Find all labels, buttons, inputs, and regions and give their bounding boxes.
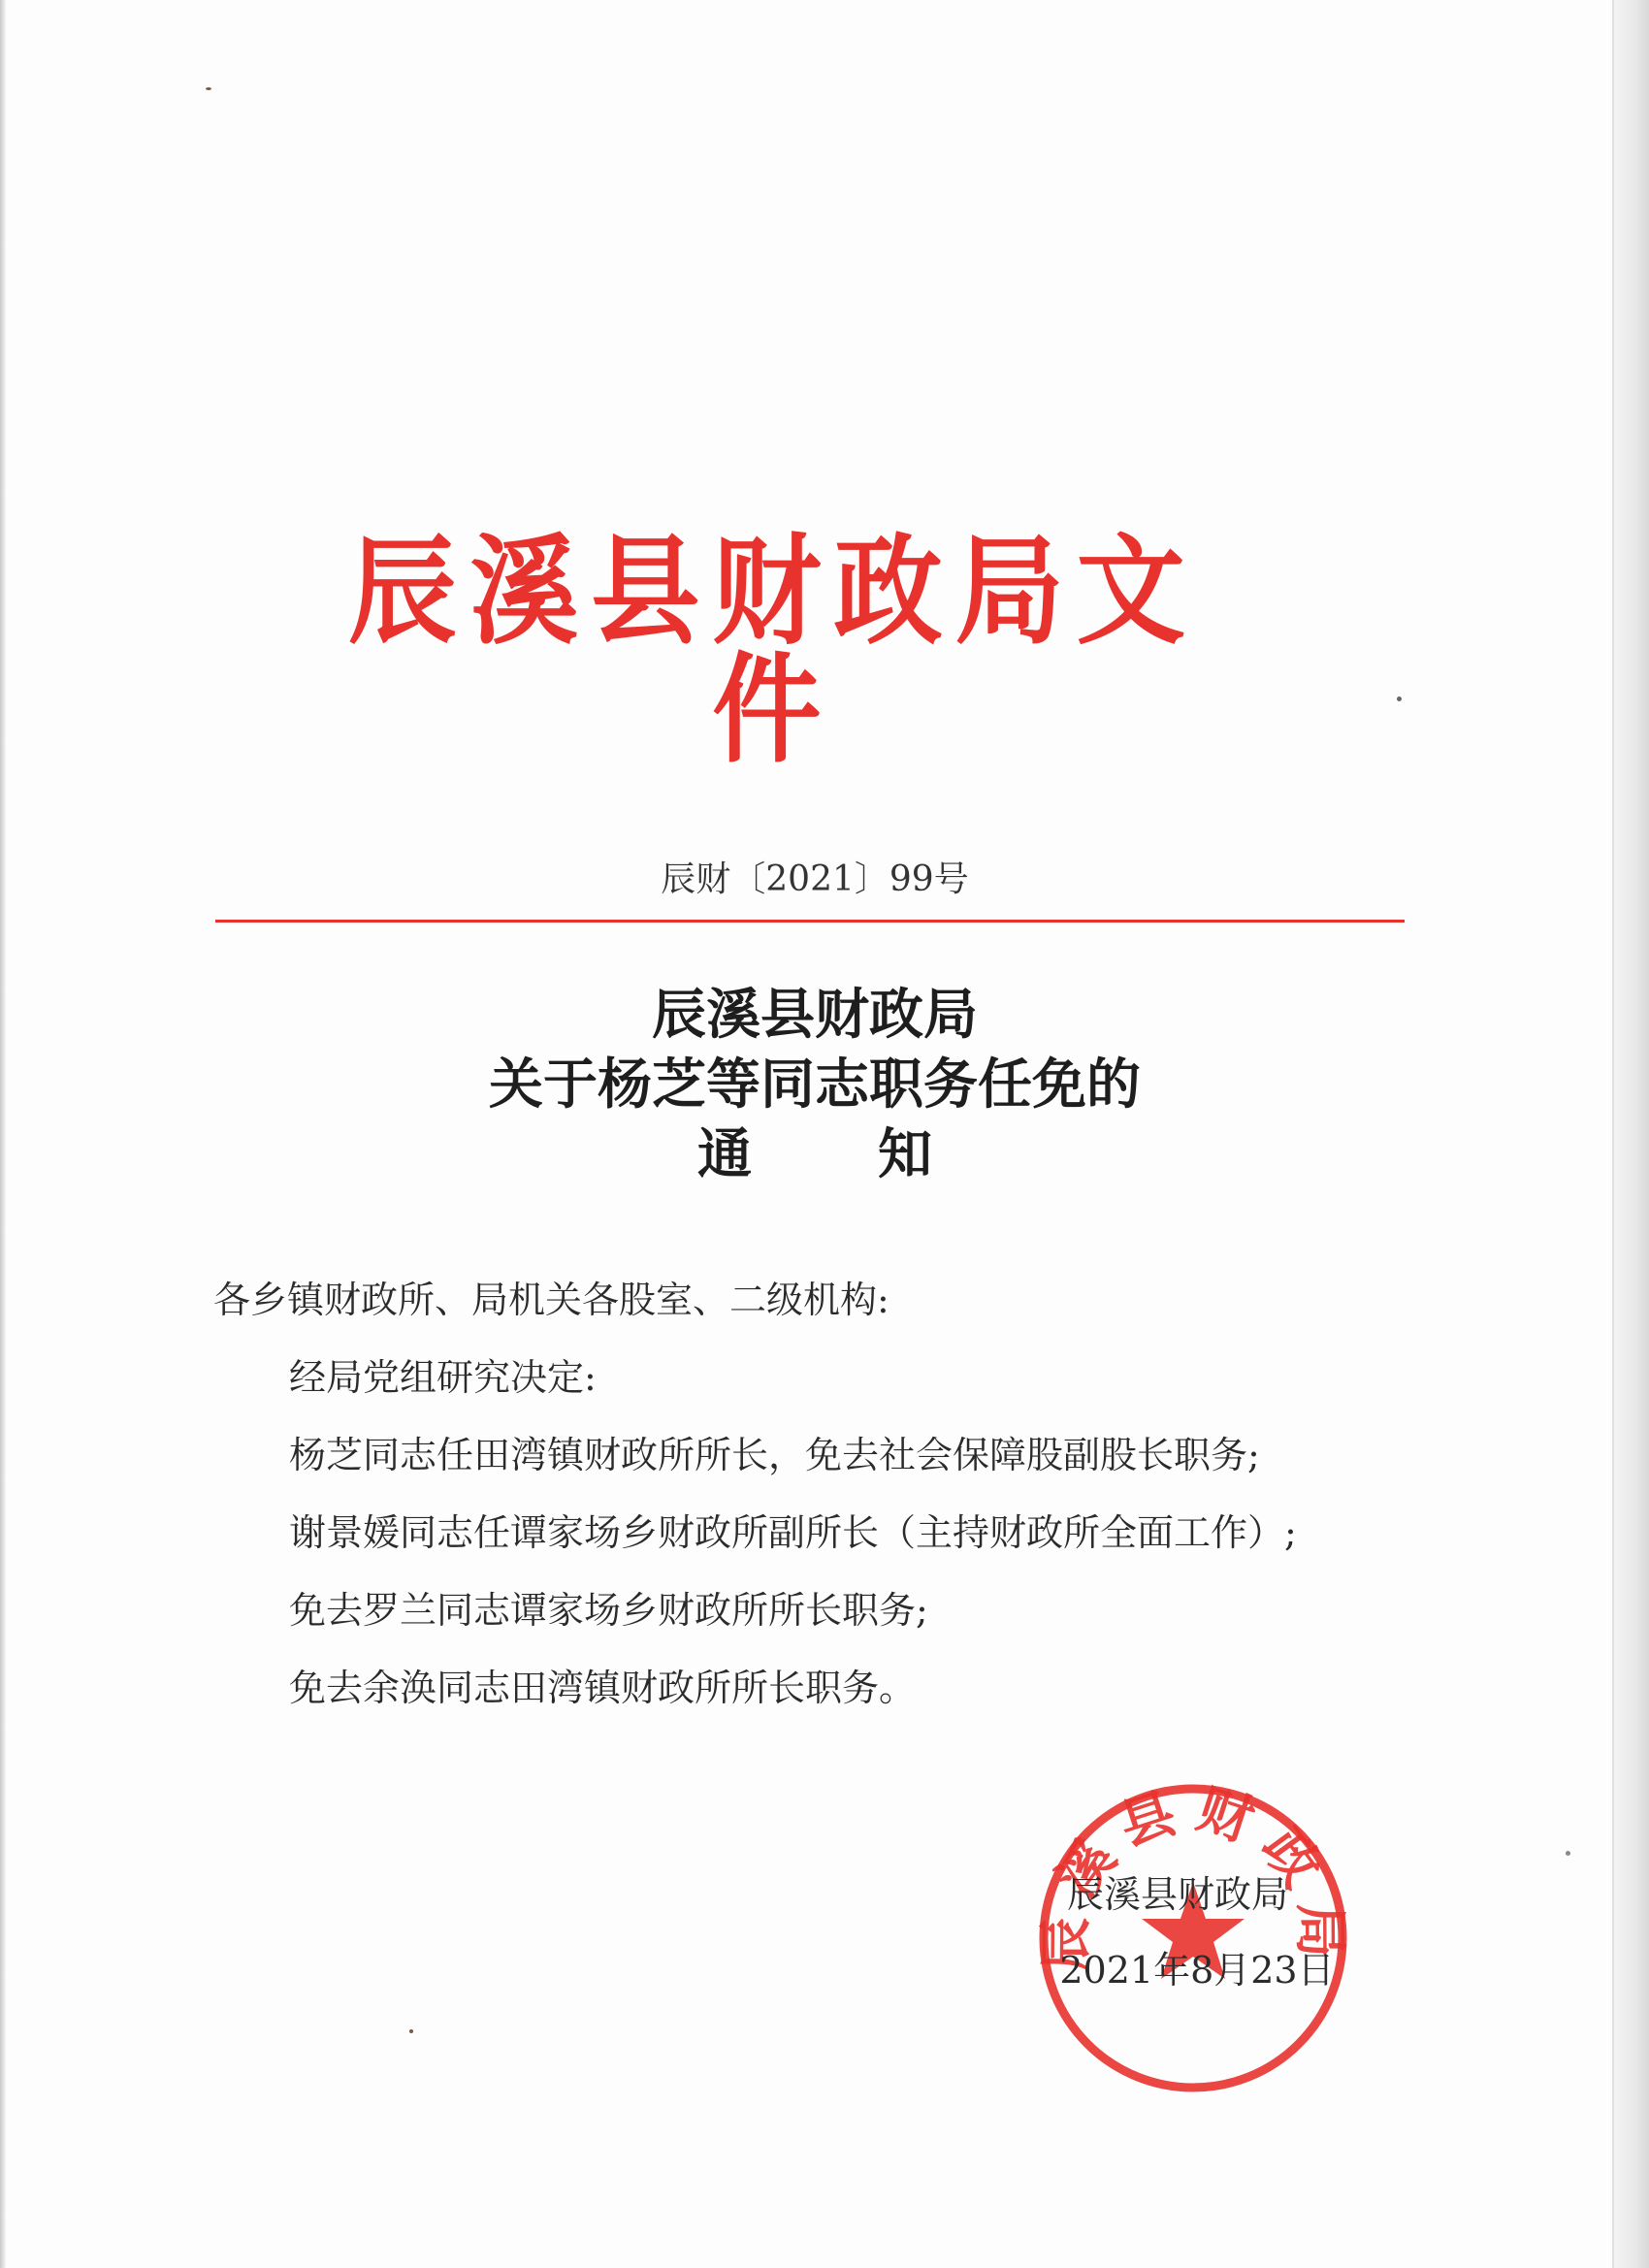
- title-line-1: 辰溪县财政局: [652, 983, 978, 1047]
- body-paragraph: 谢景媛同志任谭家场乡财政所副所长（主持财政所全面工作）;: [289, 1511, 1297, 1554]
- document-header-title: 辰溪县财政局文件: [347, 521, 1198, 779]
- red-divider-line: [215, 920, 1405, 923]
- document-number: 辰财〔2021〕99号: [661, 859, 969, 899]
- body-paragraph: 经局党组研究决定:: [289, 1356, 597, 1399]
- scan-speck: [409, 2029, 413, 2033]
- title-line-3: 通知: [697, 1122, 1058, 1186]
- scan-right-edge: [1612, 0, 1649, 2268]
- signature-date: 2021年8月23日: [1059, 1949, 1335, 1992]
- scan-speck: [1566, 1851, 1570, 1856]
- notice-title-block: [310, 980, 1319, 1189]
- body-paragraph: 杨芝同志任田湾镇财政所所长，免去社会保障股副股长职务;: [289, 1434, 1260, 1476]
- body-paragraph: 免去余涣同志田湾镇财政所所长职务。: [289, 1667, 917, 1709]
- signature-organization: 辰溪县财政局: [1066, 1873, 1288, 1916]
- scan-speck: [206, 87, 211, 90]
- body-paragraph: 免去罗兰同志谭家场乡财政所所长职务;: [289, 1589, 928, 1632]
- scan-speck: [1397, 697, 1402, 701]
- addressee: 各乡镇财政所、局机关各股室、二级机构:: [213, 1279, 889, 1321]
- title-line-2: 关于杨芝等同志职务任免的: [489, 1053, 1141, 1117]
- scan-left-edge: [0, 0, 6, 2268]
- notice-body: [213, 1261, 1416, 1727]
- svg-text:辰溪县财政局: 辰溪县财政局: [1033, 1776, 1353, 1972]
- official-seal: [1028, 1773, 1358, 2103]
